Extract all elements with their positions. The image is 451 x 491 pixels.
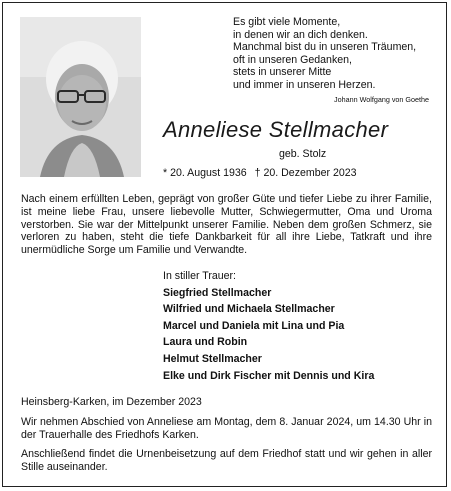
mourner-name: Helmut Stellmacher: [163, 352, 262, 365]
poem-line: und immer in unseren Herzen.: [233, 78, 376, 91]
maiden-name: geb. Stolz: [279, 148, 327, 160]
intro-text: Nach einem erfüllten Leben, geprägt von großer Güte und tiefer Liebe zu ihrer Familie, ist meine liebe Frau, unsere liebevolle Mutter, Schwiegermutter, Oma und Uroma verstorben. Sie war der Mittelpunkt unserer Familie. Neben dem großen Schmerz, sie verloren zu haben, steht die tiefe Dankbarkeit für all ihre Liebe, Tatkraft und ihre unermüdliche Sorge um Familie und Verwandte.: [21, 193, 432, 257]
mourner-name: Wilfried und Michaela Stellmacher: [163, 303, 335, 316]
poem-line: Manchmal bist du in unseren Träumen,: [233, 41, 417, 54]
place-date: Heinsberg-Karken, im Dezember 2023: [21, 396, 202, 408]
burial-text: Anschließend findet die Urnenbeisetzung auf dem Friedhof statt und wir gehen in aller Stille auseinander.: [21, 448, 432, 473]
portrait-photo: [20, 17, 141, 177]
poem-line: stets in unserer Mitte: [233, 66, 332, 79]
mourner-name: Elke und Dirk Fischer mit Dennis und Kira: [163, 369, 375, 382]
death-date: † 20. Dezember 2023: [254, 167, 357, 179]
birth-date: * 20. August 1936: [163, 167, 247, 179]
poem-attribution: Johann Wolfgang von Goethe: [334, 95, 429, 104]
mourners-list: [163, 268, 374, 384]
mourners-label: In stiller Trauer:: [163, 270, 237, 282]
mourner-name: Siegfried Stellmacher: [163, 286, 272, 299]
mourner-name: Marcel und Daniela mit Lina und Pia: [163, 319, 345, 332]
poem: [233, 16, 433, 92]
mourner-name: Laura und Robin: [163, 336, 248, 349]
life-dates: [163, 167, 357, 179]
poem-line: oft in unseren Gedanken,: [233, 53, 352, 66]
farewell-text: Wir nehmen Abschied von Anneliese am Montag, dem 8. Januar 2024, um 14.30 Uhr in der Trauerhalle des Friedhofs Karken.: [21, 416, 432, 441]
poem-line: Es gibt viele Momente,: [233, 16, 341, 28]
poem-line: in denen wir an dich denken.: [233, 28, 368, 41]
deceased-name: Anneliese Stellmacher: [163, 117, 389, 142]
